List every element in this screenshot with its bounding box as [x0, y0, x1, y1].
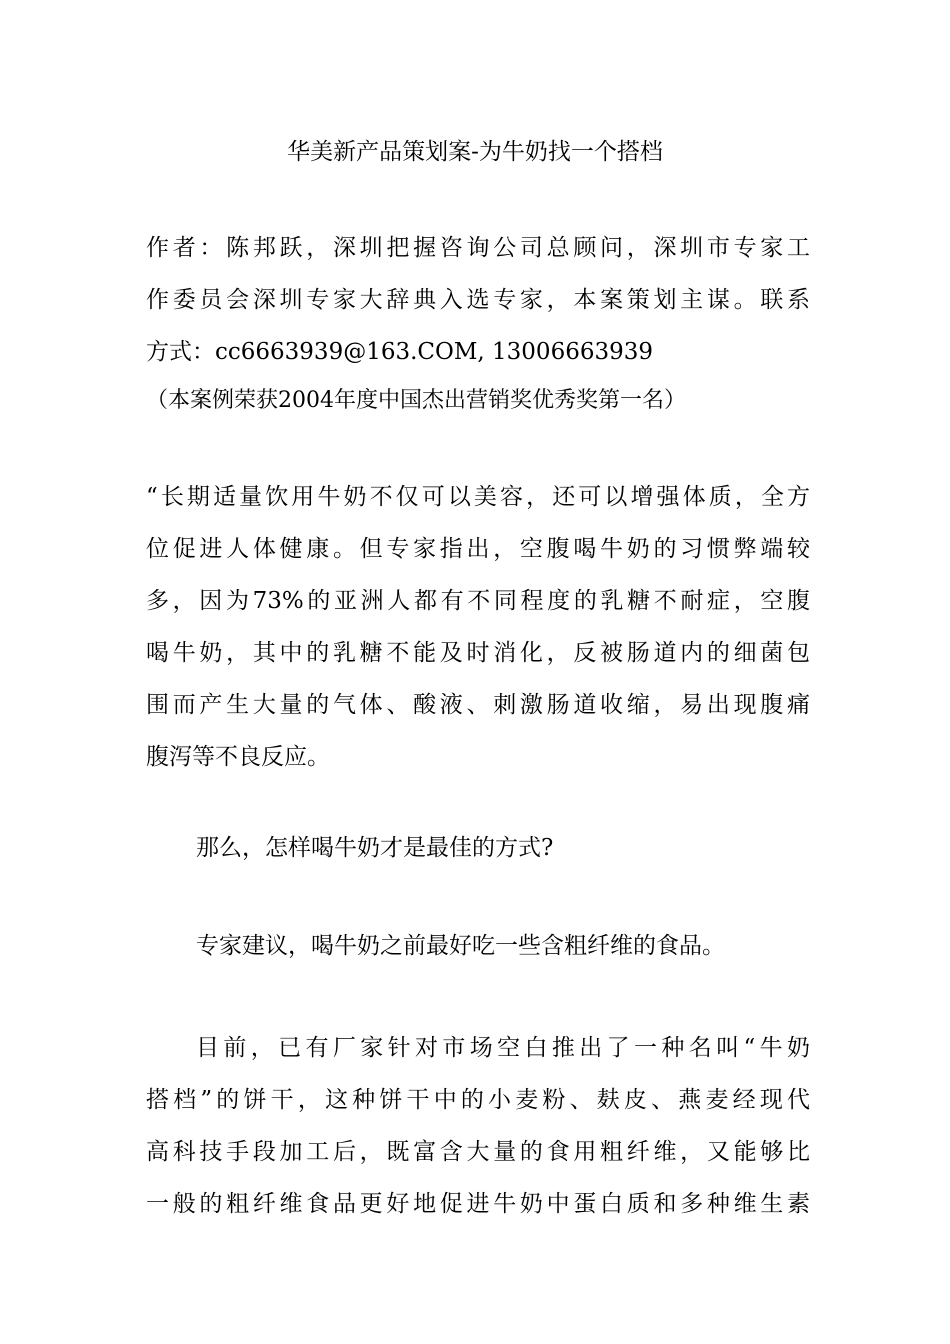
award-note: （本案例荣获2004年度中国杰出营销奖优秀奖第一名） [146, 388, 686, 413]
product-paragraph [146, 1022, 810, 1230]
author-line: 方式：cc6663939@163.COM, 13006663939 [146, 339, 653, 365]
quote-line: “长期适量饮用牛奶不仅可以美容，还可以增强体质，全方 [146, 484, 810, 510]
author-line: 作者：陈邦跃，深圳把握咨询公司总顾问，深圳市专家工 [146, 235, 810, 261]
product-line: 一般的粗纤维食品更好地促进牛奶中蛋白质和多种维生素 [146, 1191, 810, 1217]
quote-line: 腹泻等不良反应。 [146, 744, 330, 770]
question-paragraph [146, 822, 810, 874]
quote-line: 围而产生大量的气体、酸液、刺激肠道收缩，易出现腹痛 [146, 692, 810, 718]
quote-paragraph [146, 471, 810, 783]
quote-line: 喝牛奶，其中的乳糖不能及时消化，反被肠道内的细菌包 [146, 640, 810, 666]
author-line: 作委员会深圳专家大辞典入选专家，本案策划主谋。联系 [146, 287, 810, 313]
author-paragraph [146, 222, 810, 378]
product-line: 高科技手段加工后，既富含大量的食用粗纤维，又能够比 [146, 1139, 810, 1165]
document-title: 华美新产品策划案-为牛奶找一个搭档 [287, 139, 663, 165]
advice-paragraph [146, 920, 810, 972]
product-line: 搭档”的饼干，这种饼干中的小麦粉、麸皮、燕麦经现代 [146, 1087, 810, 1113]
quote-line: 多，因为73%的亚洲人都有不同程度的乳糖不耐症，空腹 [146, 588, 810, 614]
product-line: 目前，已有厂家针对市场空白推出了一种名叫“牛奶 [196, 1035, 810, 1061]
quote-line: 位促进人体健康。但专家指出，空腹喝牛奶的习惯弊端较 [146, 536, 810, 562]
advice-line: 专家建议，喝牛奶之前最好吃一些含粗纤维的食品。 [196, 933, 725, 959]
question-line: 那么，怎样喝牛奶才是最佳的方式? [196, 835, 554, 861]
